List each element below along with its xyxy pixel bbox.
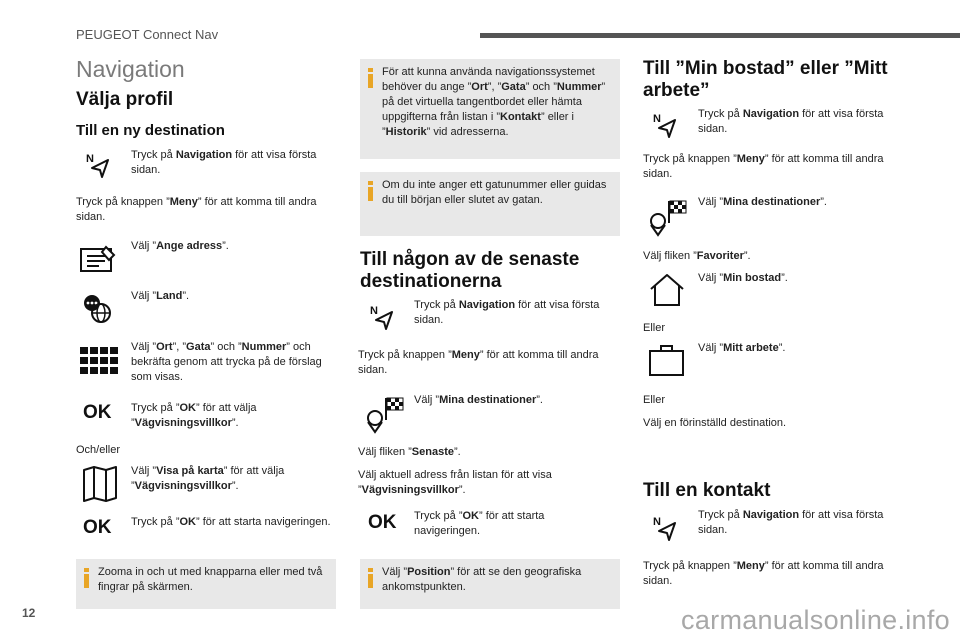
step-navigation: Tryck på Navigation för att visa första sidan. xyxy=(698,509,884,536)
watermark: carmanualsonline.info xyxy=(681,605,950,635)
paragraph-fliken-senaste: Välj fliken ”Senaste”. xyxy=(358,446,461,458)
work-briefcase-icon xyxy=(648,343,686,377)
svg-text:N: N xyxy=(653,113,661,125)
eller-1: Eller xyxy=(643,322,666,334)
navigation-icon xyxy=(653,111,679,139)
heading-valja-profil: Välja profil xyxy=(76,89,174,110)
step-land: Välj ”Land”. xyxy=(131,290,190,302)
navigation-icon xyxy=(86,151,112,179)
info-icon xyxy=(367,181,375,201)
info-icon xyxy=(367,68,375,88)
svg-text:N: N xyxy=(86,153,94,165)
keyboard-icon xyxy=(80,347,118,375)
svg-text:N: N xyxy=(653,516,661,528)
step-mina-destinationer: Välj ”Mina destinationer”. xyxy=(414,394,543,406)
step-ange-adress: Välj ”Ange adress”. xyxy=(131,240,229,252)
navigation-icon xyxy=(370,303,396,331)
heading-senaste-destinationerna: Till någon av de senaste destinationerna xyxy=(360,249,580,292)
ok-button-icon: OK xyxy=(368,512,397,533)
step-ok-starta: Tryck på ”OK” för att starta navigeringen. xyxy=(131,516,331,528)
info-icon xyxy=(83,568,91,588)
step-mina-destinationer: Välj ”Mina destinationer”. xyxy=(698,196,827,208)
eller-2: Eller xyxy=(643,394,666,406)
paragraph-meny: Tryck på knappen ”Meny” för att komma till andra sidan. xyxy=(358,349,599,376)
step-ok-vagvisning: Tryck på ”OK” för att välja ”Vägvisningsvillkor”. xyxy=(131,402,257,429)
country-globe-icon xyxy=(80,293,116,325)
paragraph-aktuell-adress: Välj aktuell adress från listan för att visa ”Vägvisningsvillkor”. xyxy=(358,469,552,496)
info-icon xyxy=(367,568,375,588)
info-box-zoom: Zooma in och ut med knapparna eller med två fingrar på skärmen. xyxy=(76,559,336,609)
step-min-bostad: Välj ”Min bostad”. xyxy=(698,272,788,284)
destination-flag-icon xyxy=(364,394,404,434)
heading-till-en-kontakt: Till en kontakt xyxy=(643,480,771,501)
paragraph-meny: Tryck på knappen ”Meny” för att komma till andra sidan. xyxy=(643,153,884,180)
step-visa-pa-karta: Välj ”Visa på karta” för att välja ”Vägvisningsvillkor”. xyxy=(131,465,285,492)
paragraph-forinstalld: Välj en förinställd destination. xyxy=(643,417,787,429)
destination-flag-icon xyxy=(647,197,687,237)
heading-ny-destination: Till en ny destination xyxy=(76,122,225,139)
info-box-position: Välj ”Position” för att se den geografiska ankomstpunkten. xyxy=(360,559,620,609)
ok-button-icon: OK xyxy=(83,517,112,538)
info-box-ort-gata: För att kunna använda navigationssystemet behöver du ange ”Ort”, ”Gata” och ”Nummer” på det virtuella tangentbordet eller hämta uppgifterna från listan i ”Kontakt” eller i ”Historik” vid adresserna. xyxy=(360,59,620,159)
running-header: PEUGEOT Connect Nav xyxy=(76,27,219,42)
step-navigation: Tryck på Navigation för att visa första sidan. xyxy=(131,149,317,176)
step-ort-gata-nummer: Välj ”Ort”, ”Gata” och ”Nummer” och bekräfta genom att trycka på de förslag som visas. xyxy=(131,341,322,383)
paragraph-meny: Tryck på knappen ”Meny” för att komma till andra sidan. xyxy=(643,560,884,587)
och-eller: Och/eller xyxy=(76,444,121,456)
step-navigation: Tryck på Navigation för att visa första sidan. xyxy=(698,108,884,135)
map-icon xyxy=(82,466,118,502)
paragraph-meny: Tryck på knappen ”Meny” för att komma till andra sidan. xyxy=(76,196,317,223)
section-title: Navigation xyxy=(76,56,185,82)
heading-min-bostad: Till ”Min bostad” eller ”Mitt arbete” xyxy=(643,58,888,101)
step-ok-starta: Tryck på ”OK” för att starta navigeringen. xyxy=(414,510,545,537)
step-mitt-arbete: Välj ”Mitt arbete”. xyxy=(698,342,786,354)
header-rule xyxy=(480,33,960,38)
paragraph-fliken-favoriter: Välj fliken ”Favoriter”. xyxy=(643,250,751,262)
info-box-gatunummer: Om du inte anger ett gatunummer eller guidas du till början eller slutet av gatan. xyxy=(360,172,620,236)
page-number: 12 xyxy=(22,606,36,620)
ok-button-icon: OK xyxy=(83,402,112,423)
navigation-icon xyxy=(653,514,679,542)
address-entry-icon xyxy=(79,245,117,275)
svg-text:N: N xyxy=(370,305,378,317)
step-navigation: Tryck på Navigation för att visa första sidan. xyxy=(414,299,600,326)
home-icon xyxy=(648,273,686,307)
